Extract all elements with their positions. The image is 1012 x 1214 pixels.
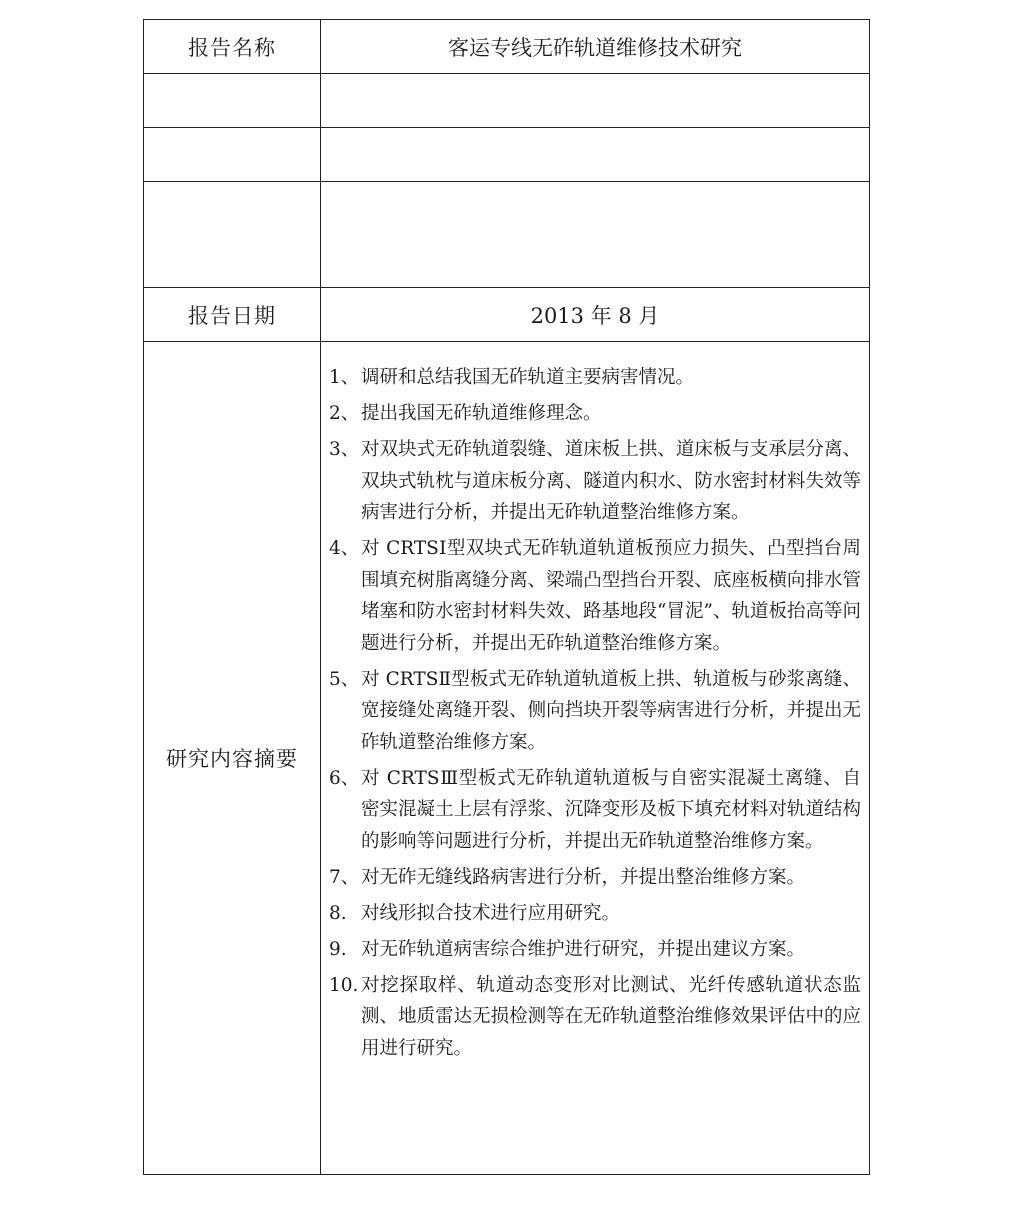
summary-item-text: 对线形拟合技术进行应用研究。	[361, 902, 621, 924]
summary-item-number: 4、	[329, 538, 360, 559]
summary-row	[144, 342, 870, 1175]
report-date-value: 2013 年 8 月	[321, 288, 870, 342]
summary-item-text: 对 CRTSⅢ型板式无砟轨道轨道板与自密实混凝土离缝、自密实混凝土上层有浮浆、沉降变形及板下填充材料对轨道结构的影响等问题进行分析，并提出无砟轨道整治维修方案。	[361, 767, 861, 852]
blank-row	[144, 128, 870, 182]
blank-label-cell	[144, 74, 321, 128]
blank-row	[144, 74, 870, 128]
summary-item-number: 6、	[329, 767, 360, 789]
summary-item	[329, 434, 861, 529]
summary-label: 研究内容摘要	[144, 342, 321, 1175]
blank-label-cell	[144, 182, 321, 288]
summary-item-text: 提出我国无砟轨道维修理念。	[361, 403, 602, 424]
summary-item	[329, 533, 861, 659]
summary-item	[329, 398, 861, 430]
blank-row	[144, 182, 870, 288]
summary-item-number: 8.	[329, 902, 347, 924]
summary-item-number: 2、	[329, 403, 360, 424]
summary-item-text: 对 CRTSⅠ型双块式无砟轨道轨道板预应力损失、凸型挡台周围填充树脂离缝分离、梁端凸型挡台开裂、底座板横向排水管堵塞和防水密封材料失效、路基地段“冒泥”、轨道板抬高等问题进行分析，并提出无砟轨道整治维修方案。	[361, 538, 861, 654]
summary-item	[329, 862, 861, 894]
blank-label-cell	[144, 128, 321, 182]
summary-list	[329, 362, 861, 1064]
summary-content-cell	[321, 342, 870, 1175]
report-title-label: 报告名称	[144, 20, 321, 74]
summary-item-text: 调研和总结我国无砟轨道主要病害情况。	[361, 367, 695, 388]
summary-item	[329, 763, 861, 858]
blank-value-cell	[321, 182, 870, 288]
summary-item-text: 对 CRTSⅡ型板式无砟轨道轨道板上拱、轨道板与砂浆离缝、宽接缝处离缝开裂、侧向挡块开裂等病害进行分析，并提出无砟轨道整治维修方案。	[361, 668, 861, 753]
summary-item-number: 10.	[329, 974, 359, 996]
report-info-table	[143, 19, 870, 1175]
summary-item	[329, 898, 861, 930]
summary-item	[329, 362, 861, 394]
summary-item-text: 对无砟轨道病害综合维护进行研究，并提出建议方案。	[361, 938, 806, 960]
summary-item-number: 5、	[329, 668, 360, 690]
summary-item-text: 对无砟无缝线路病害进行分析，并提出整治维修方案。	[361, 866, 806, 888]
summary-item-number: 3、	[329, 439, 360, 460]
report-date-label: 报告日期	[144, 288, 321, 342]
summary-item-text: 对双块式无砟轨道裂缝、道床板上拱、道床板与支承层分离、双块式轨枕与道床板分离、隧道内积水、防水密封材料失效等病害进行分析，并提出无砟轨道整治维修方案。	[361, 439, 861, 523]
report-date-row	[144, 288, 870, 342]
report-title-row	[144, 20, 870, 74]
report-title-value: 客运专线无砟轨道维修技术研究	[321, 20, 870, 74]
summary-item	[329, 934, 861, 966]
summary-item-text: 对挖探取样、轨道动态变形对比测试、光纤传感轨道状态监测、地质雷达无损检测等在无砟轨道整治维修效果评估中的应用进行研究。	[361, 974, 861, 1059]
summary-item	[329, 970, 861, 1065]
summary-item	[329, 664, 861, 759]
summary-item-number: 1、	[329, 367, 360, 388]
summary-item-number: 7、	[329, 866, 360, 888]
blank-value-cell	[321, 74, 870, 128]
blank-value-cell	[321, 128, 870, 182]
summary-item-number: 9.	[329, 938, 347, 960]
